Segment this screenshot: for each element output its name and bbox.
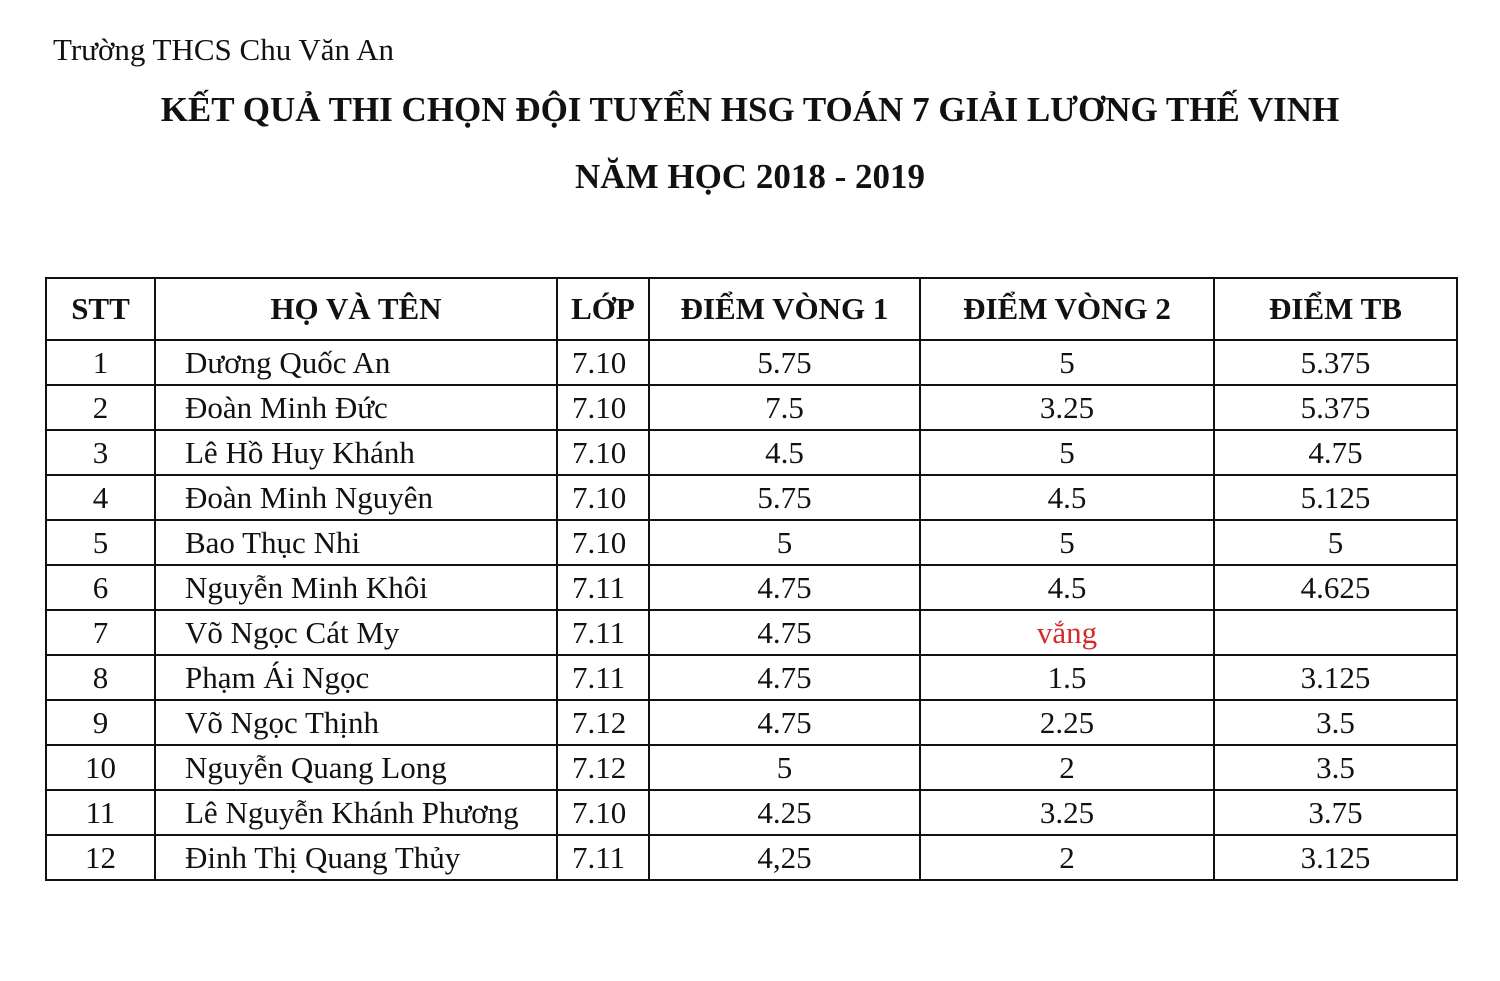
cell-round1: 4,25 [649,835,920,880]
table-row [46,745,1457,790]
cell-round1: 4.75 [649,655,920,700]
cell-average: 5.125 [1214,475,1457,520]
cell-stt: 2 [46,385,155,430]
school-year: NĂM HỌC 2018 - 2019 [575,157,925,196]
cell-class: 7.10 [557,385,649,430]
cell-average: 3.125 [1214,835,1457,880]
table-row [46,700,1457,745]
table-row [46,385,1457,430]
school-name: Trường THCS Chu Văn An [53,32,394,67]
cell-stt: 4 [46,475,155,520]
cell-round2: 4.5 [920,565,1214,610]
cell-name: Nguyễn Minh Khôi [155,565,557,610]
cell-stt: 3 [46,430,155,475]
column-header-round2: ĐIỂM VÒNG 2 [920,278,1214,340]
cell-average: 3.125 [1214,655,1457,700]
cell-stt: 6 [46,565,155,610]
cell-round2: 5 [920,340,1214,385]
cell-average: 4.625 [1214,565,1457,610]
cell-average: 3.5 [1214,700,1457,745]
cell-class: 7.11 [557,835,649,880]
table-row [46,340,1457,385]
results-table [45,277,1458,881]
cell-round1: 5.75 [649,475,920,520]
cell-average: 3.75 [1214,790,1457,835]
cell-name: Đoàn Minh Đức [155,385,557,430]
document-title: KẾT QUẢ THI CHỌN ĐỘI TUYỂN HSG TOÁN 7 GIẢI LƯƠNG THẾ VINH [160,90,1340,129]
cell-class: 7.10 [557,340,649,385]
cell-stt: 12 [46,835,155,880]
cell-stt: 10 [46,745,155,790]
cell-average [1214,610,1457,655]
cell-name: Lê Nguyễn Khánh Phương [155,790,557,835]
cell-name: Đoàn Minh Nguyên [155,475,557,520]
table-row [46,655,1457,700]
cell-round1: 4.75 [649,700,920,745]
cell-name: Lê Hồ Huy Khánh [155,430,557,475]
table-row [46,790,1457,835]
cell-name: Bao Thục Nhi [155,520,557,565]
cell-round2: 2 [920,835,1214,880]
cell-name: Dương Quốc An [155,340,557,385]
column-header-average: ĐIỂM TB [1214,278,1457,340]
cell-round2: 3.25 [920,385,1214,430]
cell-round2: vắng [920,610,1214,655]
table-header-row [46,278,1457,340]
column-header-round1: ĐIỂM VÒNG 1 [649,278,920,340]
cell-class: 7.10 [557,790,649,835]
table-row [46,430,1457,475]
cell-stt: 7 [46,610,155,655]
cell-name: Phạm Ái Ngọc [155,655,557,700]
cell-round2: 1.5 [920,655,1214,700]
column-header-name: HỌ VÀ TÊN [155,278,557,340]
table-row [46,520,1457,565]
table-row [46,565,1457,610]
cell-round1: 5.75 [649,340,920,385]
cell-stt: 9 [46,700,155,745]
table-row [46,835,1457,880]
column-header-class: LỚP [557,278,649,340]
cell-class: 7.11 [557,610,649,655]
cell-average: 3.5 [1214,745,1457,790]
cell-round1: 4.25 [649,790,920,835]
cell-round1: 4.75 [649,610,920,655]
table-row [46,610,1457,655]
cell-stt: 11 [46,790,155,835]
cell-round1: 4.5 [649,430,920,475]
cell-average: 5.375 [1214,340,1457,385]
cell-round2: 3.25 [920,790,1214,835]
cell-round2: 5 [920,520,1214,565]
cell-class: 7.12 [557,745,649,790]
cell-round2: 2.25 [920,700,1214,745]
cell-stt: 1 [46,340,155,385]
cell-name: Đinh Thị Quang Thủy [155,835,557,880]
cell-round1: 5 [649,745,920,790]
cell-class: 7.12 [557,700,649,745]
table-body [46,340,1457,880]
cell-average: 5 [1214,520,1457,565]
cell-round2: 4.5 [920,475,1214,520]
cell-round2: 2 [920,745,1214,790]
cell-class: 7.11 [557,565,649,610]
cell-stt: 5 [46,520,155,565]
cell-round1: 5 [649,520,920,565]
cell-stt: 8 [46,655,155,700]
cell-round1: 4.75 [649,565,920,610]
cell-class: 7.10 [557,475,649,520]
column-header-stt: STT [46,278,155,340]
table-row [46,475,1457,520]
cell-class: 7.10 [557,430,649,475]
cell-name: Võ Ngọc Thịnh [155,700,557,745]
cell-class: 7.11 [557,655,649,700]
cell-name: Võ Ngọc Cát My [155,610,557,655]
cell-average: 4.75 [1214,430,1457,475]
cell-round2: 5 [920,430,1214,475]
cell-average: 5.375 [1214,385,1457,430]
cell-name: Nguyễn Quang Long [155,745,557,790]
cell-round1: 7.5 [649,385,920,430]
cell-class: 7.10 [557,520,649,565]
